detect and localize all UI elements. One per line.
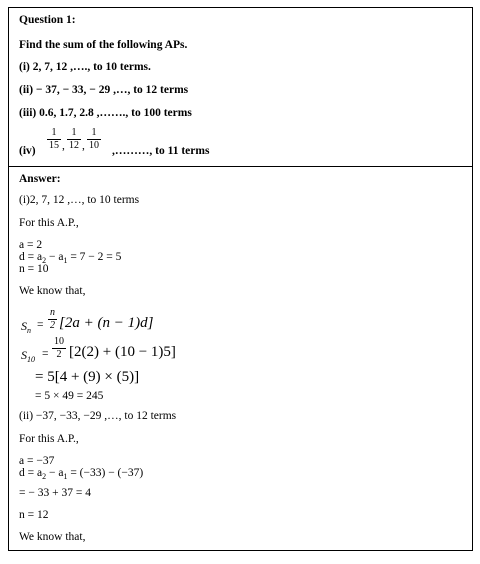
question-part-i: (i) 2, 7, 12 ,…., to 10 terms. — [19, 61, 151, 73]
comma-2: , — [82, 140, 85, 152]
s10-fraction: 10 2 — [54, 336, 64, 360]
answer-box — [8, 166, 473, 551]
formula-body: [2a + (n − 1)d] — [59, 315, 154, 331]
step-1: = 5[4 + (9) × (5)] — [35, 369, 140, 385]
answer-heading: Answer: — [19, 173, 61, 185]
question-part-iv-suffix: ,………, to 11 terms — [112, 145, 210, 157]
d-line-2: $d = a_2 - a_1 = (-33) - (-37)$ — [19, 467, 144, 481]
for-this-ap-2: For this A.P., — [19, 433, 79, 445]
a-line-2: a = −37 — [19, 455, 55, 467]
we-know-that-2: We know that, — [19, 531, 86, 543]
fraction-1-10: 1 10 — [89, 127, 99, 151]
s10-s: $S_{10}$ — [21, 348, 35, 364]
d-line-2-continued: = − 33 + 37 = 4 — [19, 487, 91, 499]
fraction-1-12: 1 12 — [69, 127, 79, 151]
formula-s: $S_n$ — [21, 319, 31, 335]
s10-body: [2(2) + (10 − 1)5] — [69, 344, 176, 360]
question-heading: Question 1: — [19, 14, 76, 26]
we-know-that-1: We know that, — [19, 285, 86, 297]
question-box — [8, 7, 473, 167]
s10-equals: = — [42, 348, 49, 360]
formula-fraction: n 2 — [50, 307, 55, 331]
question-part-ii: (ii) − 37, − 33, − 29 ,…, to 12 terms — [19, 84, 189, 96]
d-line-1: $d = a_2 - a_1 = 7 - 2 = 5$ — [19, 251, 122, 265]
answer-part-i-title: (i)2, 7, 12 ,…, to 10 terms — [19, 194, 140, 206]
fraction-1-15: 1 15 — [49, 127, 59, 151]
question-prompt: Find the sum of the following APs. — [19, 39, 188, 51]
question-part-iv-label: (iv) — [19, 145, 36, 157]
step-2: = 5 × 49 = 245 — [35, 390, 104, 402]
n-line-2: n = 12 — [19, 509, 49, 521]
formula-equals: = — [37, 319, 44, 331]
comma-1: , — [62, 140, 65, 152]
answer-part-ii-title: (ii) −37, −33, −29 ,…, to 12 terms — [19, 410, 177, 422]
for-this-ap-1: For this A.P., — [19, 217, 79, 229]
a-line-1: a = 2 — [19, 239, 43, 251]
question-part-iii: (iii) 0.6, 1.7, 2.8 ,……., to 100 terms — [19, 107, 192, 119]
n-line-1: n = 10 — [19, 263, 49, 275]
